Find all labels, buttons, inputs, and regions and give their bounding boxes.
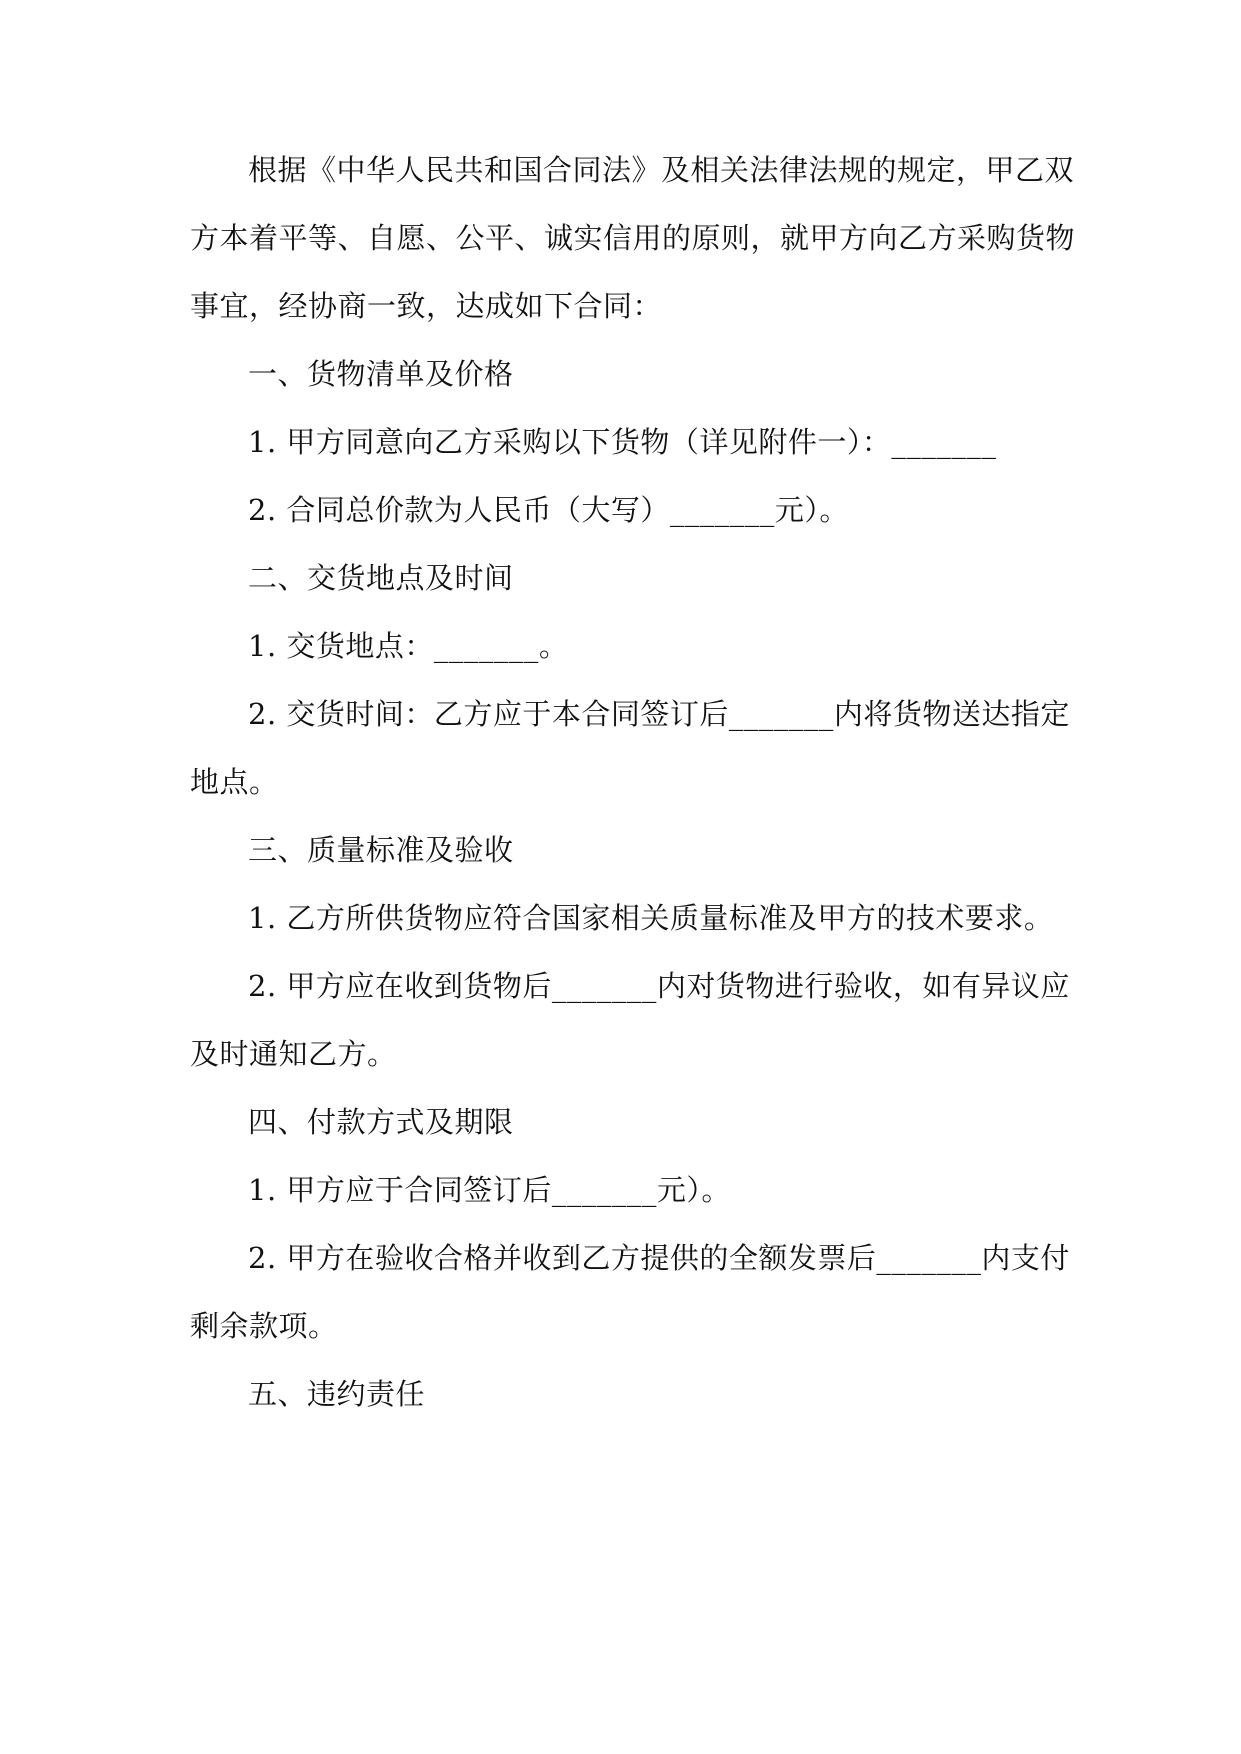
section-3-item-2-line-1: 2. 甲方应在收到货物后_______内对货物进行验收，如有异议应 [248, 969, 1070, 1003]
section-4-item-2-line-2: 剩余款项。 [190, 1309, 338, 1343]
intro-line-3: 事宜，经协商一致，达成如下合同： [190, 289, 663, 323]
section-4-item-2-line-1: 2. 甲方在验收合格并收到乙方提供的全额发票后_______内支付 [248, 1241, 1070, 1275]
section-2-heading: 二、交货地点及时间 [248, 561, 514, 595]
section-3-heading: 三、质量标准及验收 [248, 833, 514, 867]
section-3-item-2-line-2: 及时通知乙方。 [190, 1037, 397, 1071]
section-4-item-1: 1. 甲方应于合同签订后_______元）。 [248, 1173, 731, 1207]
section-2-item-2-line-2: 地点。 [190, 765, 279, 799]
section-4-heading: 四、付款方式及期限 [248, 1105, 514, 1139]
section-5-heading: 五、违约责任 [248, 1377, 426, 1411]
section-2-item-1: 1. 交货地点：_______。 [248, 629, 569, 663]
section-1-item-1: 1. 甲方同意向乙方采购以下货物（详见附件一）：_______ [248, 425, 997, 459]
intro-line-1: 根据《中华人民共和国合同法》及相关法律法规的规定，甲乙双 [248, 153, 1075, 187]
section-1-item-2: 2. 合同总价款为人民币（大写）_______元）。 [248, 493, 849, 527]
section-1-heading: 一、货物清单及价格 [248, 357, 514, 391]
section-2-item-2-line-1: 2. 交货时间：乙方应于本合同签订后_______内将货物送达指定 [248, 697, 1070, 731]
section-3-item-1: 1. 乙方所供货物应符合国家相关质量标准及甲方的技术要求。 [248, 901, 1054, 935]
intro-line-2: 方本着平等、自愿、公平、诚实信用的原则，就甲方向乙方采购货物 [190, 221, 1076, 255]
